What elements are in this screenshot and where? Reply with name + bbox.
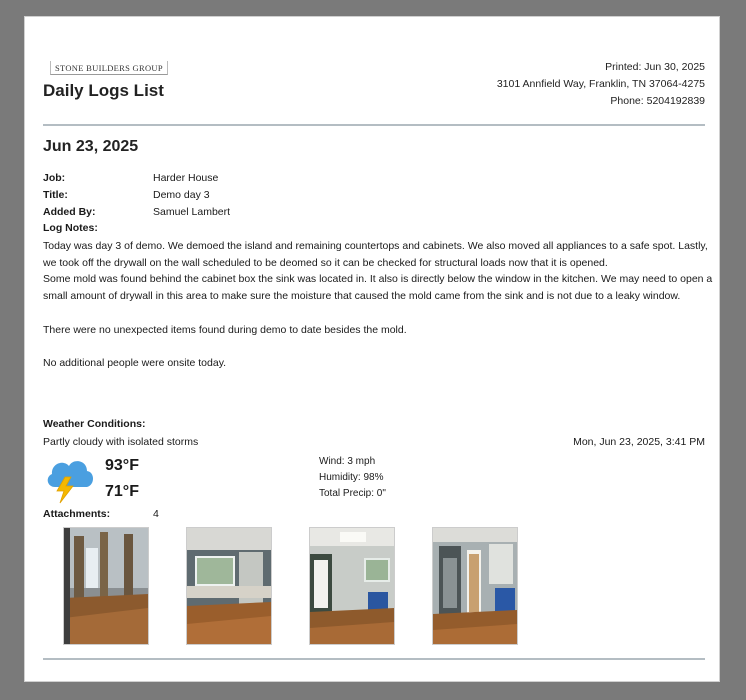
notes-paragraph: No additional people were onsite today. bbox=[43, 356, 227, 369]
meta-row-added-by bbox=[43, 204, 230, 221]
notes-spacer bbox=[43, 338, 713, 355]
print-info bbox=[497, 59, 705, 110]
meta-value: Demo day 3 bbox=[153, 189, 210, 201]
wind-value: Wind: 3 mph bbox=[319, 456, 376, 467]
photo-image bbox=[64, 528, 148, 644]
attachment-thumbnail[interactable] bbox=[432, 527, 518, 645]
photo-image bbox=[310, 528, 394, 644]
company-address: 3101 Annfield Way, Franklin, TN 37064-4275 bbox=[496, 78, 705, 90]
meta-row-title bbox=[43, 187, 230, 204]
meta-label: Job: bbox=[43, 172, 66, 184]
notes-paragraph: Some mold was found behind the cabinet box the sink was located in. It also is directly below the window in the kitchen. We may need to open a small amount of drywall in this area to make sure the moisture that caused the mold came from the sink and is not due to a leaky window. bbox=[43, 273, 713, 303]
log-meta bbox=[43, 170, 230, 221]
weather-label: Weather Conditions: bbox=[43, 418, 146, 430]
weather-timestamp: Mon, Jun 23, 2025, 3:41 PM bbox=[573, 436, 705, 448]
photo-image bbox=[433, 528, 517, 644]
meta-value: Harder House bbox=[153, 172, 219, 184]
weather-details bbox=[319, 454, 386, 502]
humidity-value: Humidity: 98% bbox=[319, 472, 384, 483]
log-notes bbox=[43, 238, 713, 372]
meta-value: Samuel Lambert bbox=[153, 206, 231, 218]
attachment-thumbnail[interactable] bbox=[63, 527, 149, 645]
weather-description: Partly cloudy with isolated storms bbox=[43, 436, 199, 448]
notes-paragraph: There were no unexpected items found during demo to date besides the mold. bbox=[43, 323, 407, 336]
attachments-label: Attachments: bbox=[43, 508, 111, 520]
precip-value: Total Precip: 0" bbox=[319, 488, 386, 499]
photo-image bbox=[187, 528, 271, 644]
meta-label: Added By: bbox=[43, 206, 96, 218]
temp-high: 93°F bbox=[105, 457, 139, 474]
company-logo: STONE BUILDERS GROUP bbox=[50, 61, 168, 75]
log-notes-label: Log Notes: bbox=[43, 222, 98, 234]
company-phone: Phone: 5204192839 bbox=[610, 95, 705, 107]
log-date: Jun 23, 2025 bbox=[43, 138, 139, 155]
attachment-thumbnail[interactable] bbox=[186, 527, 272, 645]
footer-divider bbox=[43, 658, 705, 660]
meta-label: Title: bbox=[43, 189, 68, 201]
notes-paragraph: Today was day 3 of demo. We demoed the island and remaining countertops and cabinets. We also moved all appliances to a safe spot. Lastly, we took off the drywall on the wall scheduled to be deomed so it can be checked for structural loads now that it is opened. bbox=[43, 240, 708, 269]
notes-spacer bbox=[43, 305, 713, 322]
meta-row-job bbox=[43, 170, 230, 187]
page-title: Daily Logs List bbox=[43, 81, 164, 100]
attachment-thumbnail[interactable] bbox=[309, 527, 395, 645]
attachments-count: 4 bbox=[153, 508, 159, 520]
printed-date: Printed: Jun 30, 2025 bbox=[605, 61, 705, 73]
temp-low: 71°F bbox=[105, 483, 139, 500]
document-page bbox=[24, 16, 720, 682]
storm-cloud-icon bbox=[43, 453, 97, 505]
header-divider bbox=[43, 124, 705, 126]
